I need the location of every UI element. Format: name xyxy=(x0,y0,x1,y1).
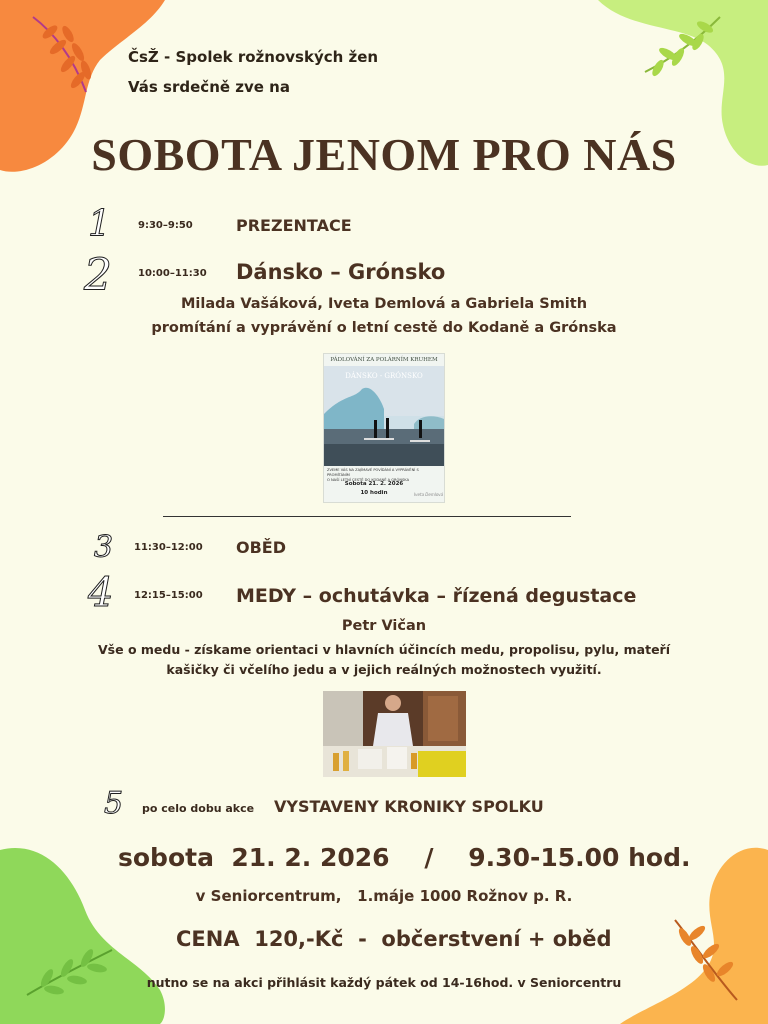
program-title: Dánsko – Grónsko xyxy=(236,260,446,284)
program-time: 12:15–15:00 xyxy=(134,590,203,601)
poster-top-text: PÁDLOVÁNÍ ZA POLÁRNÍM KRUHEM xyxy=(330,357,438,363)
program-time: 9:30–9:50 xyxy=(138,220,193,231)
poster-caption-line: O NAŠÍ LETNÍ CESTĚ DO KODANĚ A GRÓNSKA xyxy=(327,478,410,482)
program-description-line: Vše o medu - získame orientaci v hlavních účincích medu, propolisu, pylu, mateří xyxy=(98,642,670,657)
organization-name: ČsŽ - Spolek rožnovských žen xyxy=(128,48,379,66)
divider xyxy=(163,516,571,517)
program-title: MEDY – ochutávka – řízená degustace xyxy=(236,585,637,607)
program-title: VYSTAVENY KRONIKY SPOLKU xyxy=(274,797,544,816)
program-speaker: Petr Vičan xyxy=(341,618,427,634)
poster-time: 10 hodin xyxy=(360,490,388,496)
leaf-icon xyxy=(22,940,117,1000)
poster-date: Sobota 21. 2. 2026 xyxy=(344,481,404,487)
program-time: 10:00–11:30 xyxy=(138,268,207,279)
program-number: 5 xyxy=(104,786,124,821)
page-title: SOBOTA JENOM PRO NÁS xyxy=(91,129,677,180)
program-description: promítání a vyprávění o letní cestě do Kodaně a Grónska xyxy=(151,320,617,336)
invitation-text: Vás srdečně zve na xyxy=(128,78,290,96)
poster-title: DÁNSKO - GRÓNSKO xyxy=(345,372,423,380)
event-poster-image xyxy=(324,354,444,502)
program-title: OBĚD xyxy=(236,538,287,557)
poster-signature: Iveta Demlová xyxy=(414,492,444,497)
program-number: 1 xyxy=(88,204,111,245)
registration-note: nutno se na akci přihlásit každý pátek od 14-16hod. v Seniorcentru xyxy=(146,975,622,990)
program-speakers: Milada Vašáková, Iveta Demlová a Gabriela Smith xyxy=(180,296,588,312)
program-description-line: kašičky či včelího jedu a v jejich reálných možnostech využití. xyxy=(166,662,602,677)
leaf-icon xyxy=(665,915,745,1005)
leaf-icon xyxy=(28,12,98,97)
leaf-icon xyxy=(640,12,725,82)
program-number: 3 xyxy=(94,530,114,565)
event-venue: v Seniorcentrum, 1.máje 1000 Rožnov p. R. xyxy=(195,887,573,905)
degustation-photo xyxy=(323,691,466,777)
program-number: 4 xyxy=(88,570,114,616)
program-number: 2 xyxy=(84,250,112,301)
poster-caption-line: ZVEME VÁS NA ZAJÍMAVÉ POVÍDÁNÍ A VYPRÁVĚNÍ S PROMÍTÁNÍM xyxy=(327,468,419,477)
event-price: CENA 120,-Kč - občerstvení + oběd xyxy=(176,927,612,951)
program-time: 11:30–12:00 xyxy=(134,542,203,553)
photo-graphic xyxy=(323,691,466,777)
program-title: PREZENTACE xyxy=(236,216,352,235)
program-time: po celo dobu akce xyxy=(142,802,255,815)
event-date-time: sobota 21. 2. 2026 / 9.30-15.00 hod. xyxy=(118,843,691,872)
